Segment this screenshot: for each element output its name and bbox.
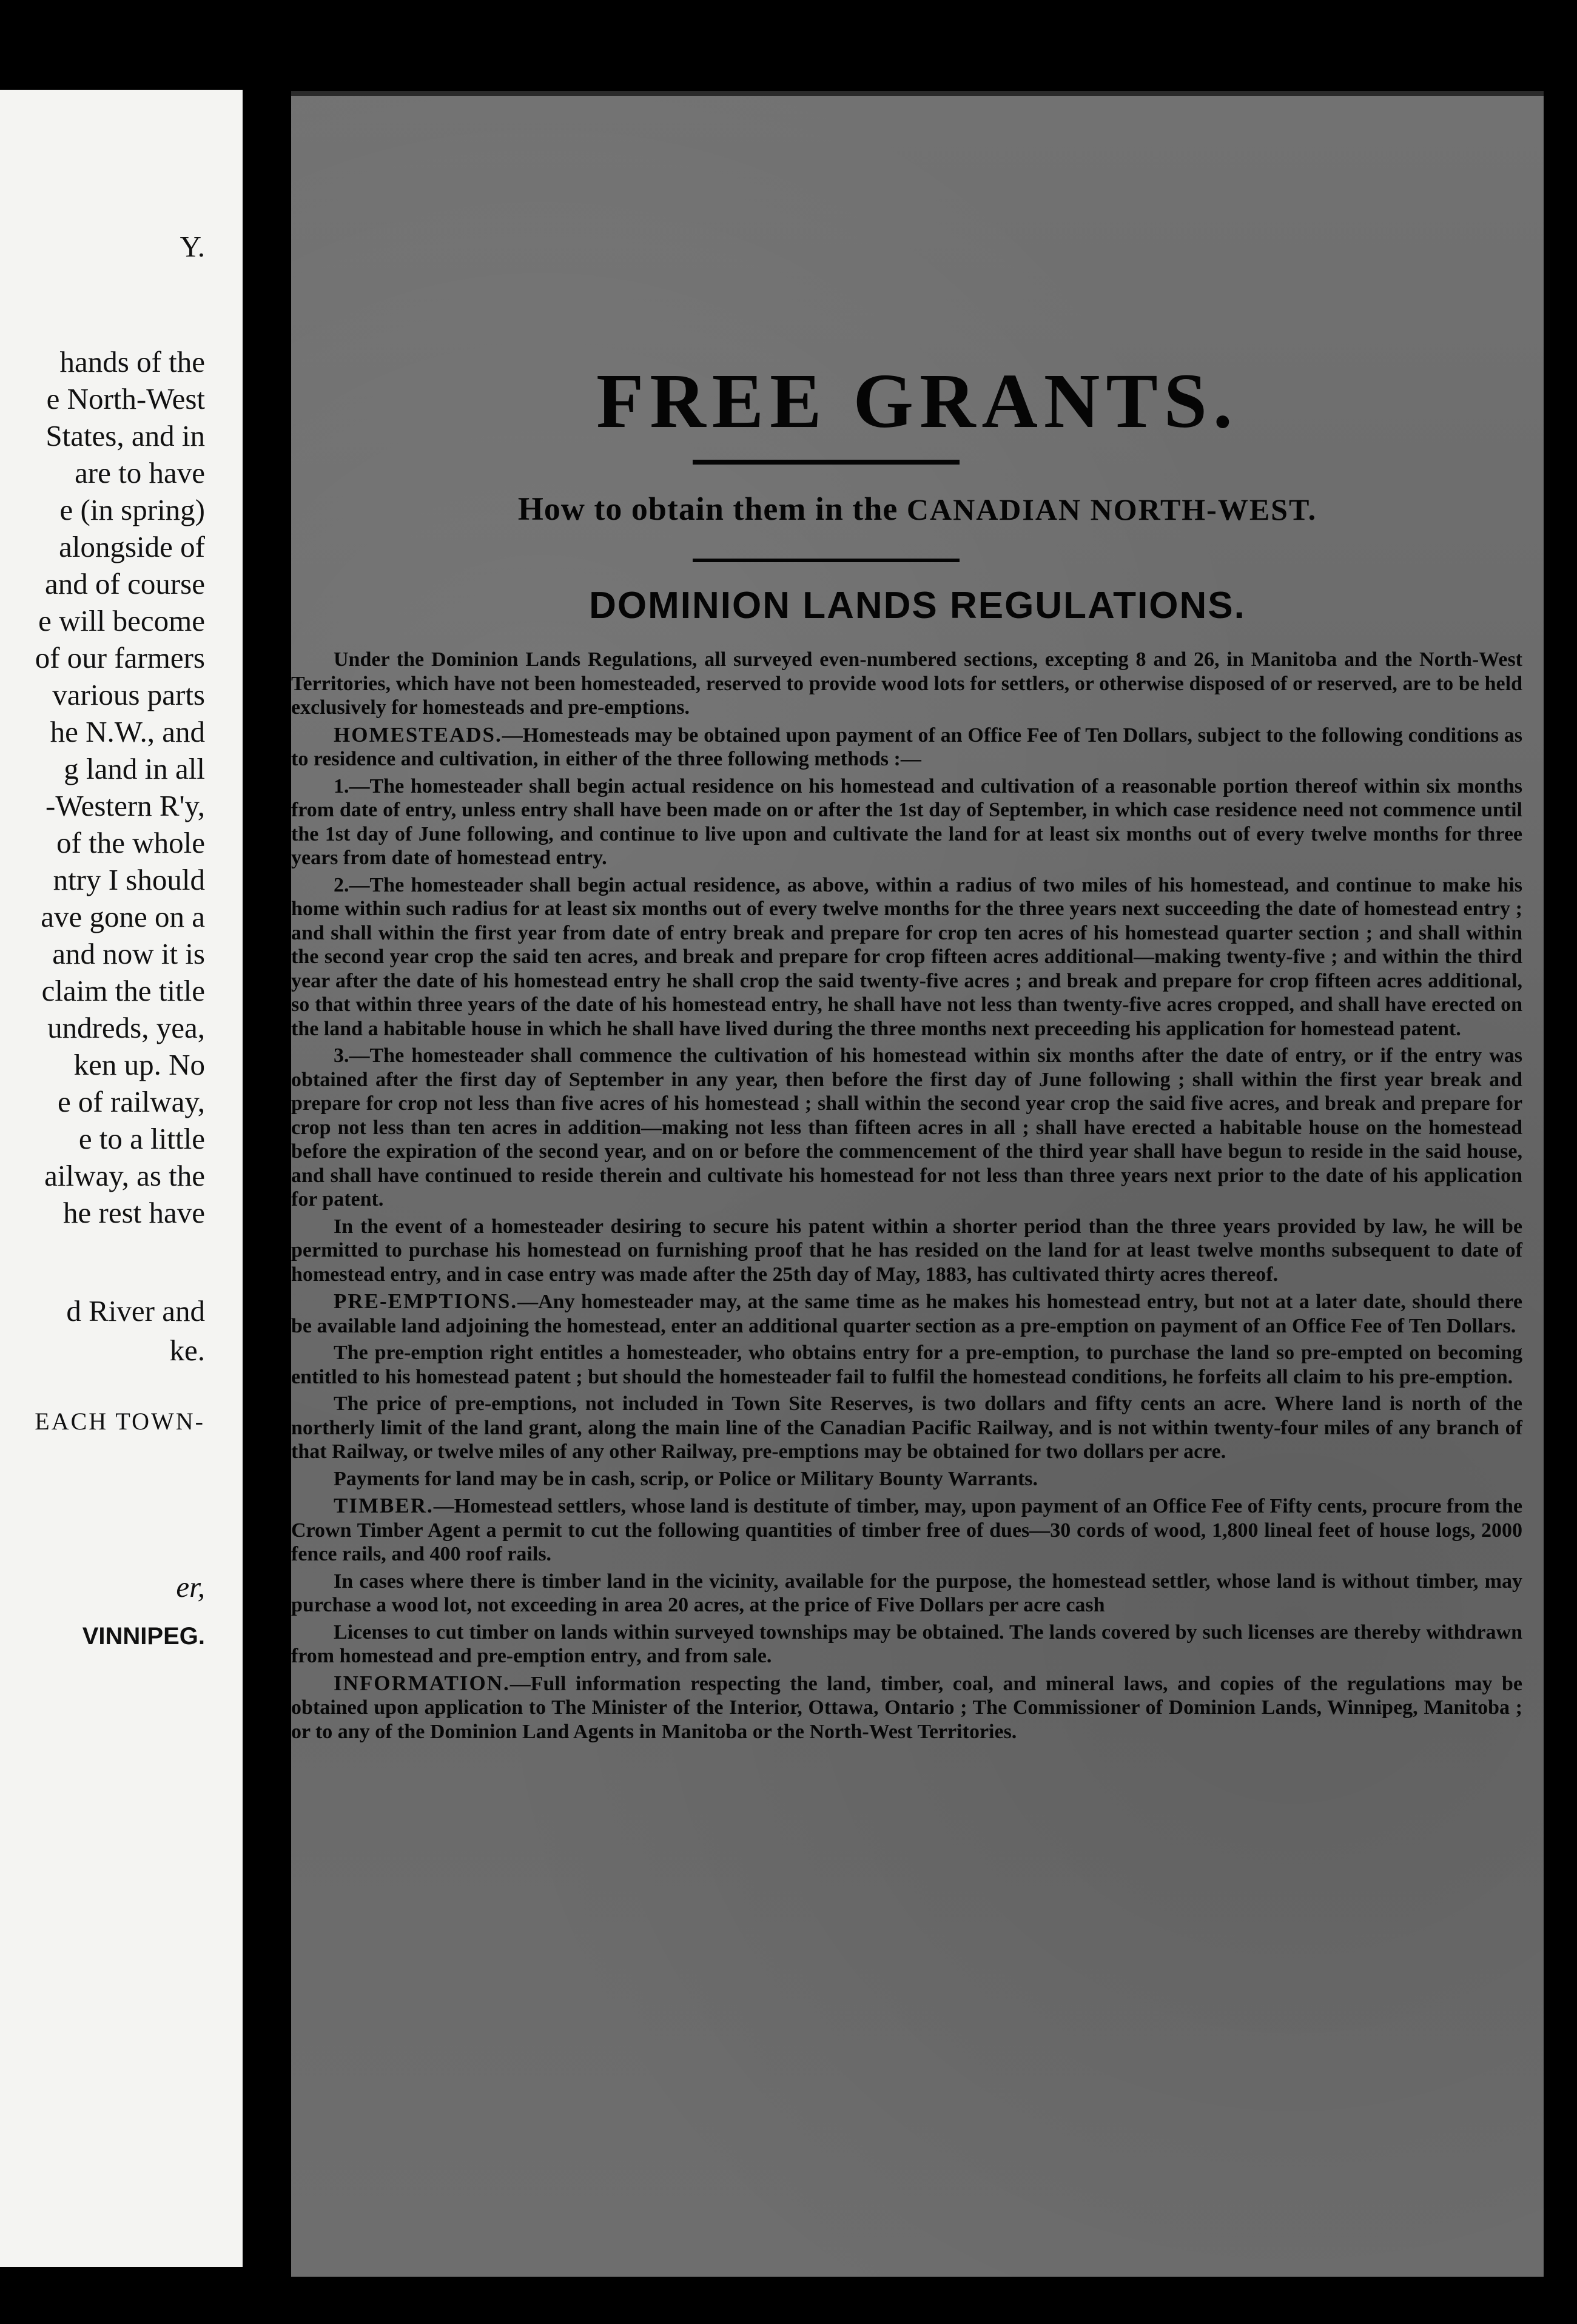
paragraph-text: Under the Dominion Lands Regulations, all surveyed even-numbered sections, excepting 8 and 26, in Manitoba and the North-West Territories, which have not been homesteaded, reserved to provide wood lots for settlers, or otherwise disposed of or reserved, are to be held exclusively for homesteads and pre-emptions. — [291, 648, 1522, 719]
regulation-paragraph — [291, 1467, 1522, 1491]
paragraph-text: —Any homesteader may, at the same time as he makes his homestead entry, but not at a later date, should there be available land adjoining the homestead, enter an additional quarter section as a pre-emption on payment of an Office Fee of Ten Dollars. — [291, 1291, 1522, 1337]
left-page-line: d River and — [66, 1294, 205, 1328]
paragraph-text: The price of pre-emptions, not included in Town Site Reserves, is two dollars and fifty cents an acre. Where land is north of the northerly limit of the land grant, along the main line of the Canadian Pacific Railway, and is not within twenty-four miles of any branch of that Railway, or twelve miles of any other Railway, pre-emptions may be obtained for two dollars per acre. — [291, 1392, 1522, 1463]
regulation-paragraph — [291, 648, 1522, 720]
paragraph-text: 3.—The homesteader shall commence the cultivation of his homestead within six months after the date of entry, or if the entry was obtained after the first day of September in any year, then before the first day of June following ; shall within the first year break and prepare for crop not less than five acres of his homestead ; shall within the second year crop the said five acres, and break and prepare for crop not less than ten acres in addition—making not less than fifteen acres in all ; shall have erected a habitable house on the homestead before the expiration of the second year, and on or before the commencement of the third year shall have begun to reside in the said house, and shall have continued to reside therein and cultivate his homestead for not less than three years next prior to the date of his application for patent. — [291, 1044, 1522, 1211]
paragraph-text: Payments for land may be in cash, scrip, or Police or Military Bounty Warrants. — [334, 1467, 1038, 1490]
left-page-line: ailway, as the — [44, 1159, 205, 1192]
poster-title: FREE GRANTS. — [596, 358, 1239, 444]
free-grants-poster — [291, 96, 1544, 2277]
title-rule — [693, 460, 960, 465]
regulation-paragraph — [291, 1341, 1522, 1389]
paragraph-text: 1.—The homesteader shall begin actual residence on his homestead and cultivation of a reasonable portion thereof within six months from date of entry, unless entry shall have been made on or after the 1st day of September, in which case residence need not commence until the 1st day of June following, and continue to live upon and cultivate the land for at least six months out of every twelve months for three years from date of homestead entry. — [291, 774, 1522, 869]
paragraph-text: In cases where there is timber land in the vicinity, available for the purpose, the homestead settler, whose land is without timber, may purchase a wood lot, not exceeding in area 20 acres, at the price of Five Dollars per acre cash — [291, 1570, 1522, 1616]
paragraph-lead: TIMBER. — [334, 1494, 434, 1517]
left-page-line: e North-West — [46, 382, 205, 415]
paragraph-text: —Homesteads may be obtained upon payment of an Office Fee of Ten Dollars, subject to the following conditions as to residence and cultivation, in either of the three following methods :— — [291, 724, 1522, 770]
left-page-line: and now it is — [52, 937, 205, 970]
regulation-paragraph — [291, 1620, 1522, 1668]
left-page-line: ke. — [169, 1334, 205, 1367]
regulation-paragraph — [291, 1215, 1522, 1287]
paragraph-text: The pre-emption right entitles a homesteader, who obtains entry for a pre-emption, to purchase the land so pre-empted on becoming entitled to his homestead patent ; but should the homesteader fail to fulfil the homestead conditions, he forfeits all claim to his pre-emption. — [291, 1342, 1522, 1388]
paragraph-text: —Full information respecting the land, timber, coal, and mineral laws, and copies of the regulations may be obtained upon application to The Minister of the Interior, Ottawa, Ontario ; The Commissioner of Dominion Lands, Winnipeg, Manitoba ; or to any of the Dominion Land Agents in Manitoba or the North-West Territories. — [291, 1672, 1522, 1743]
regulation-paragraph — [291, 723, 1522, 771]
left-page-line: and of course — [45, 567, 205, 600]
regulation-paragraph — [291, 1044, 1522, 1212]
regulation-paragraph — [291, 1289, 1522, 1338]
poster-subtitle — [291, 490, 1544, 528]
left-page-line: are to have — [75, 456, 205, 489]
regulation-paragraph — [291, 873, 1522, 1041]
left-page-line: g land in all — [64, 752, 205, 785]
left-page-line: hands of the — [59, 345, 205, 378]
left-page-line: of our farmers — [35, 641, 205, 674]
left-page-line: Y. — [180, 230, 205, 263]
paragraph-text: Licenses to cut timber on lands within surveyed townships may be obtained. The lands covered by such licenses are thereby withdrawn from homestead and pre-emption entry, and from sale. — [291, 1620, 1522, 1667]
left-page-line: e to a little — [78, 1122, 205, 1155]
left-page-line: various parts — [52, 678, 205, 711]
paragraph-lead: HOMESTEADS. — [334, 722, 502, 747]
regulation-paragraph — [291, 774, 1522, 870]
left-page-line: er, — [176, 1570, 205, 1604]
left-page-line: e (in spring) — [59, 493, 205, 526]
left-page-line: States, and in — [45, 419, 205, 452]
left-page-line: he N.W., and — [50, 715, 205, 748]
regulation-paragraph — [291, 1494, 1522, 1567]
left-page-line: e will become — [38, 604, 205, 637]
left-page-line: ave gone on a — [41, 900, 205, 933]
left-page-line: ntry I should — [53, 863, 205, 896]
paragraph-text: 2.—The homesteader shall begin actual residence, as above, within a radius of two miles of his homestead, and continue to make his home within such radius for at least six months out of every twelve months for the three years next succeeding the date of homestead entry ; and shall within the first year from date of entry break and prepare for crop ten acres of his homestead quarter section ; and shall within the second year crop the said ten acres, and break and prepare for crop fifteen acres additional—making twenty-five ; and within the third year after the date of his homestead entry he shall crop the said twenty-five acres ; and break and prepare for crop fifteen acres additional, so that within three years of the date of his homestead entry, he shall have not less than twenty-five acres cropped, and shall have erected on the land a habitable house in which he shall have lived during the three months next preceeding his application for homestead patent. — [291, 873, 1522, 1040]
paragraph-text: —Homestead settlers, whose land is destitute of timber, may, upon payment of an Office Fee of Fifty cents, procure from the Crown Timber Agent a permit to cut the following quantities of timber free of dues—30 cords of wood, 1,800 lineal feet of house logs, 2000 fence rails, and 400 roof rails. — [291, 1495, 1522, 1565]
left-page-line: he rest have — [63, 1196, 205, 1229]
regulation-paragraph — [291, 1671, 1522, 1744]
left-page-line: claim the title — [41, 974, 205, 1007]
subtitle-region: CANADIAN NORTH-WEST. — [906, 492, 1317, 526]
subtitle-start: How to obtain them in the — [517, 491, 898, 527]
regulation-paragraph — [291, 1392, 1522, 1464]
paragraph-lead: INFORMATION. — [334, 1671, 510, 1695]
section-heading: DOMINION LANDS REGULATIONS. — [589, 585, 1246, 626]
subtitle-rule — [693, 559, 960, 562]
left-page-line: -Western R'y, — [45, 789, 205, 822]
left-page-line: e of railway, — [57, 1085, 205, 1118]
left-page-fragment — [0, 90, 243, 2267]
paragraph-text: In the event of a homesteader desiring to secure his patent within a shorter period than the three years provided by law, he will be permitted to purchase his homestead on furnishing proof that he has resided on the land for at least twelve months subsequent to date of homestead entry, and in case entry was made after the 25th day of May, 1883, has cultivated thirty acres thereof. — [291, 1215, 1522, 1286]
regulations-text — [291, 648, 1522, 1747]
left-page-line: ken up. No — [73, 1048, 205, 1081]
left-page-line: VINNIPEG. — [82, 1623, 205, 1650]
left-page-line: EACH TOWN- — [35, 1408, 205, 1435]
left-page-line: undreds, yea, — [47, 1011, 205, 1044]
left-page-line: of the whole — [56, 826, 205, 859]
regulation-paragraph — [291, 1570, 1522, 1617]
left-page-line: alongside of — [59, 530, 205, 563]
paragraph-lead: PRE-EMPTIONS. — [334, 1289, 518, 1313]
